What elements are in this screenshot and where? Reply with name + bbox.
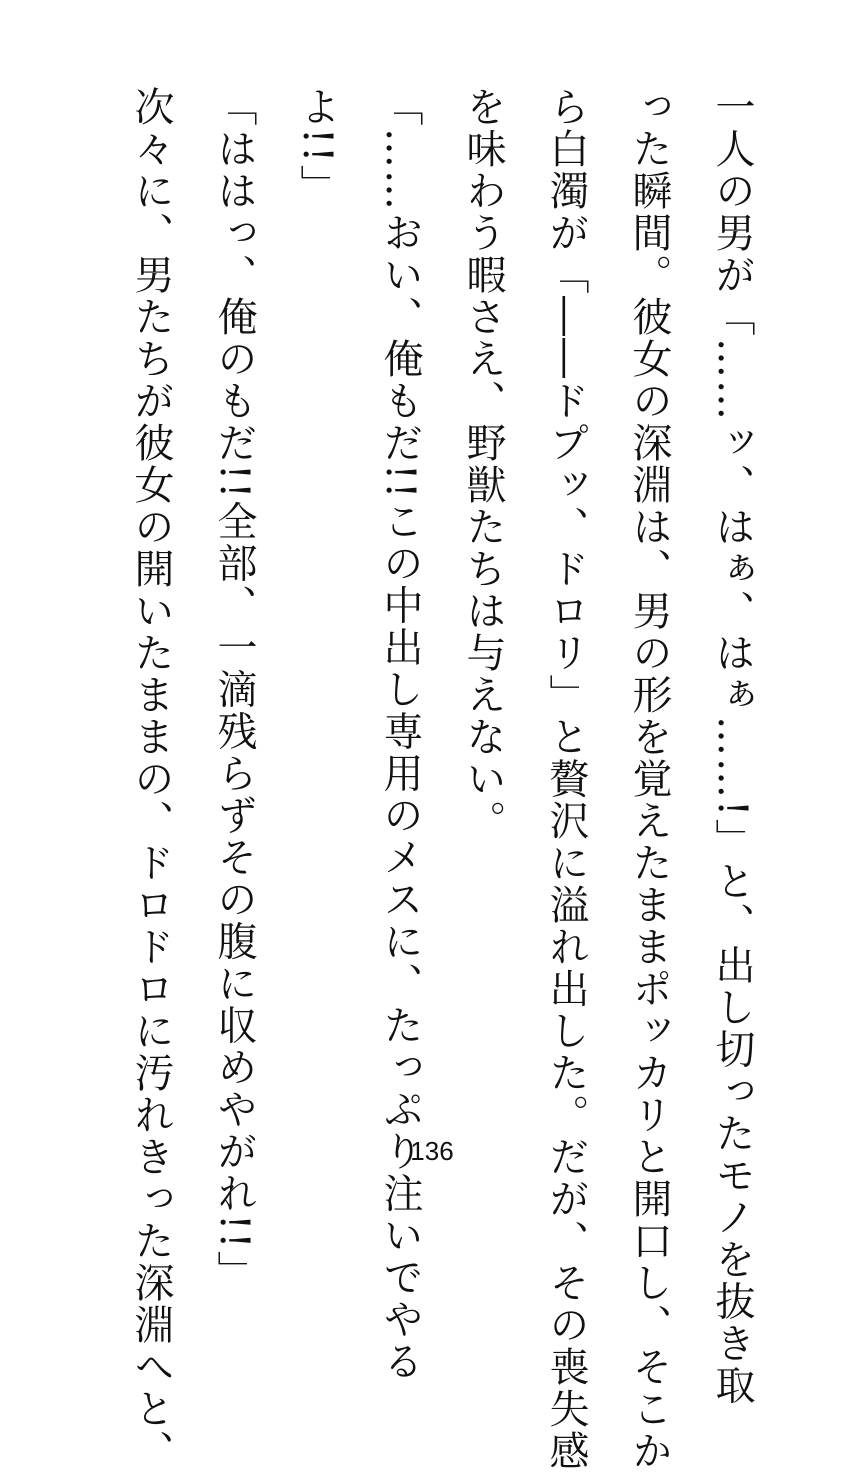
text-line: よ!!」 [294, 86, 340, 207]
page-number: 136 [410, 1136, 454, 1166]
text-line: 一人の男が「……ッ、はぁ、はぁ……!」と、出し切ったモノを抜き取 [709, 86, 755, 1407]
text-line: った瞬間。彼女の深淵は、男の形を覚えたままポッカリと開口し、そこか [626, 86, 672, 1472]
text-line: ら白濁が「――ドプッ、ドロリ」と贅沢に溢れ出した。だが、その喪失感 [543, 86, 589, 1472]
text-line: 次々に、男たちが彼女の開いたままの、ドロドロに汚れきった深淵へと、 [128, 86, 174, 1472]
text-line: 「……おい、俺もだ!!この中出し専用のメスに、たっぷり注いでやる [377, 86, 423, 1383]
text-line: 「ははっ、俺のもだ!!全部、一滴残らずその腹に収めやがれ!!」 [211, 86, 257, 1293]
text-line: を味わう暇さえ、野獣たちは与えない。 [460, 86, 506, 842]
